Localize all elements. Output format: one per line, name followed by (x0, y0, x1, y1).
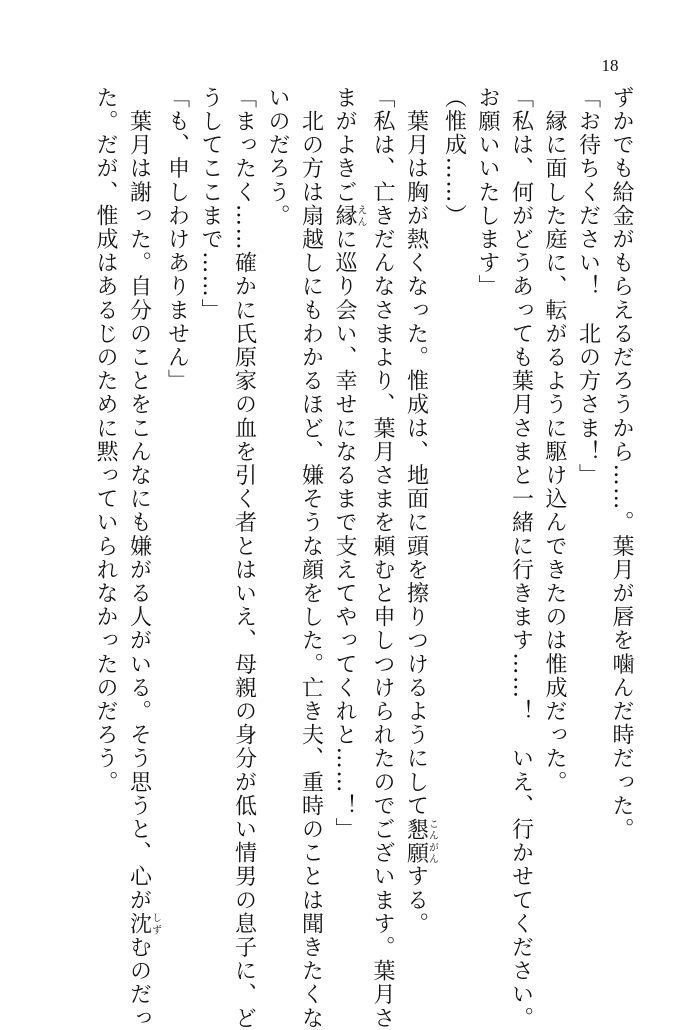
ruby-reading: えん (355, 204, 366, 228)
text-line: ずかでも給金がもらえるだろうから……。葉月が唇を噛んだ時だった。 (609, 86, 634, 842)
text-line: 「私は、亡きだんなさまより、葉月さまを頼むと申しつけられたのでございます。葉月さ (370, 86, 395, 1030)
ruby-word: 縁えん (332, 204, 366, 228)
text-line: 葉月は謝った。自分のことをこんなにも嫌がる人がいる。そう思うと、心が沈しずむのだっ (126, 86, 161, 1030)
text-line: うしてここまで……」 (198, 86, 223, 322)
text-line: 「私は、何がどうあっても葉月さまと一緒に行きます……！ いえ、行かせてください。 (508, 86, 534, 1030)
text-line: 葉月は胸が熱くなった。惟成は、地面に頭を擦りつけるようにして懇願こんがんする。 (403, 86, 438, 936)
text-line: 「お待ちください！ 北の方さま！」 (575, 86, 601, 488)
vertical-body-text (89, 86, 639, 1030)
text-line: 縁に面した庭に、転がるように駆け込んできたのは惟成だった。 (542, 86, 567, 794)
ruby-reading: しず (149, 912, 161, 936)
ruby-word: 懇願こんがん (403, 817, 438, 865)
page-number: 18 (601, 56, 619, 75)
text-line: 「も、申しわけありません」 (164, 86, 190, 393)
text-line: （惟成……） (441, 86, 467, 228)
text-line: いのだろう。 (265, 86, 290, 228)
text-line: 「まったく……確かに氏原家の血を引く者とはいえ、母親の身分が低い情男の息子に、ど (231, 86, 257, 1030)
text-line: 北の方は扇越しにもわかるほど、嫌そうな顔をした。亡き夫、重時のことは聞きたくな (298, 86, 324, 1030)
ruby-reading: こんがん (426, 817, 438, 865)
text-line: お願いいたします」 (475, 86, 500, 299)
text-line: た。だが、惟成はあるじのために黙っていられなかったのだろう。 (93, 86, 118, 794)
text-line: まがよきご縁えんに巡り会い、幸せになるまで支えてやってくれと……！」 (332, 86, 366, 842)
ruby-word: 沈しず (126, 912, 161, 936)
